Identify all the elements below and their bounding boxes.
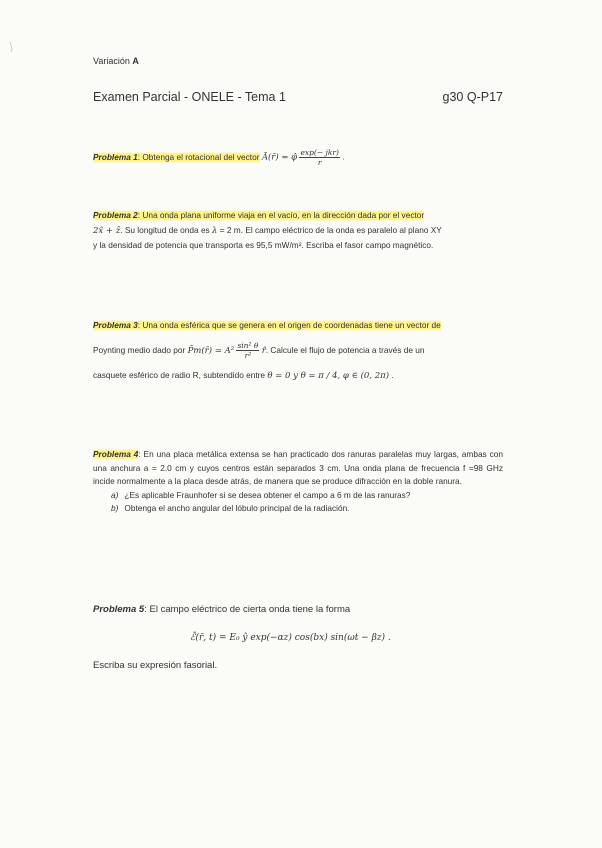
problem-5-label: Problema 5 xyxy=(93,604,145,615)
problem-4-item-a: a) ¿Es aplicable Fraunhofer si se desea obtener el campo a 6 m de las ranuras? xyxy=(111,489,411,500)
exam-header xyxy=(93,90,503,104)
problem-1-vector: Ā(r̄) = φ̂ xyxy=(261,152,298,163)
problem-1-fraction: $\frac{\text{exp(− jkr)}}{r}$ xyxy=(300,148,339,167)
problem-1: Problema 1: Obtenga el rotacional del vector Ā(r̄) = φ̂ $\frac{\text{exp(− jkr)}}{r}$ . xyxy=(93,148,345,167)
variant-label: Variación A xyxy=(93,56,139,66)
problem-1-label: Problema 1 xyxy=(93,151,138,162)
problem-4-label: Problema 4 xyxy=(93,449,139,459)
problem-3-limits: θ = 0 y θ = π / 4, φ ∈ (0, 2π) xyxy=(267,370,390,381)
problem-3-fraction: $\frac{\text{sin² θ}}{\text{r²}}$ xyxy=(237,340,259,360)
problem-5-equation: ℰ̄(r̄, t) = E₀ ŷ exp(−αz) cos(bx) sin(ωt − βz) . xyxy=(190,633,391,643)
problem-4-item-b: b) Obtenga el ancho angular del lóbulo principal de la radiación. xyxy=(111,503,350,513)
problem-4: Problema 4: En una placa metálica extensa se han practicado dos ranuras paralelas muy largas, ambas con una anchura a = 2.0 cm y cuyos centros están separados 3 cm. Una onda plana de frecuencia f =98 GHz incide normalmente a la placa desde atrás, de manera que se produce difracción en la doble ranura. a) ¿Es aplicable Fraunhofer si se desea obtener el campo a 6 m de las ranuras? b) Obtenga el ancho angular del lóbulo principal de la radiación. xyxy=(93,448,503,516)
problem-2-label: Problema 2 xyxy=(93,210,138,220)
problem-3-poynting: P̄m(r̄) = A² xyxy=(187,345,235,356)
scan-mark xyxy=(8,40,18,54)
exam-title: Examen Parcial - ONELE - Tema 1 xyxy=(93,90,286,104)
problem-2: Problema 2: Una onda plana uniforme viaja en el vacío, en la dirección dada por el vector 2x̂ + ẑ. Su longitud de onda es λ = 2 m. El campo eléctrico de la onda es paralelo al plano XY y la densidad de potencia que transporta es 95,5 mW/m². Escriba el fasor campo magnético. xyxy=(93,210,442,250)
problem-3: Problema 3: Una onda esférica que se genera en el origen de coordenadas tiene un vector de Poynting medio dado por P̄m(r̄) = A² $\frac{\text{sin² θ}}{\text{r²}}$ r̂. Calcule el flujo de potencia a través de un casquete esférico de radio R, subtendido entre θ = 0 y θ = π / 4, φ ∈ (0, 2π) . xyxy=(93,320,441,381)
problem-2-direction: 2x̂ + ẑ xyxy=(93,225,121,236)
problem-3-label: Problema 3 xyxy=(93,320,138,330)
problem-5-closing: Escriba su expresión fasorial. xyxy=(93,660,218,671)
exam-code: g30 Q-P17 xyxy=(442,90,503,104)
variant-value: A xyxy=(132,56,139,66)
problem-5: Problema 5: El campo eléctrico de cierta onda tiene la forma xyxy=(93,604,351,615)
